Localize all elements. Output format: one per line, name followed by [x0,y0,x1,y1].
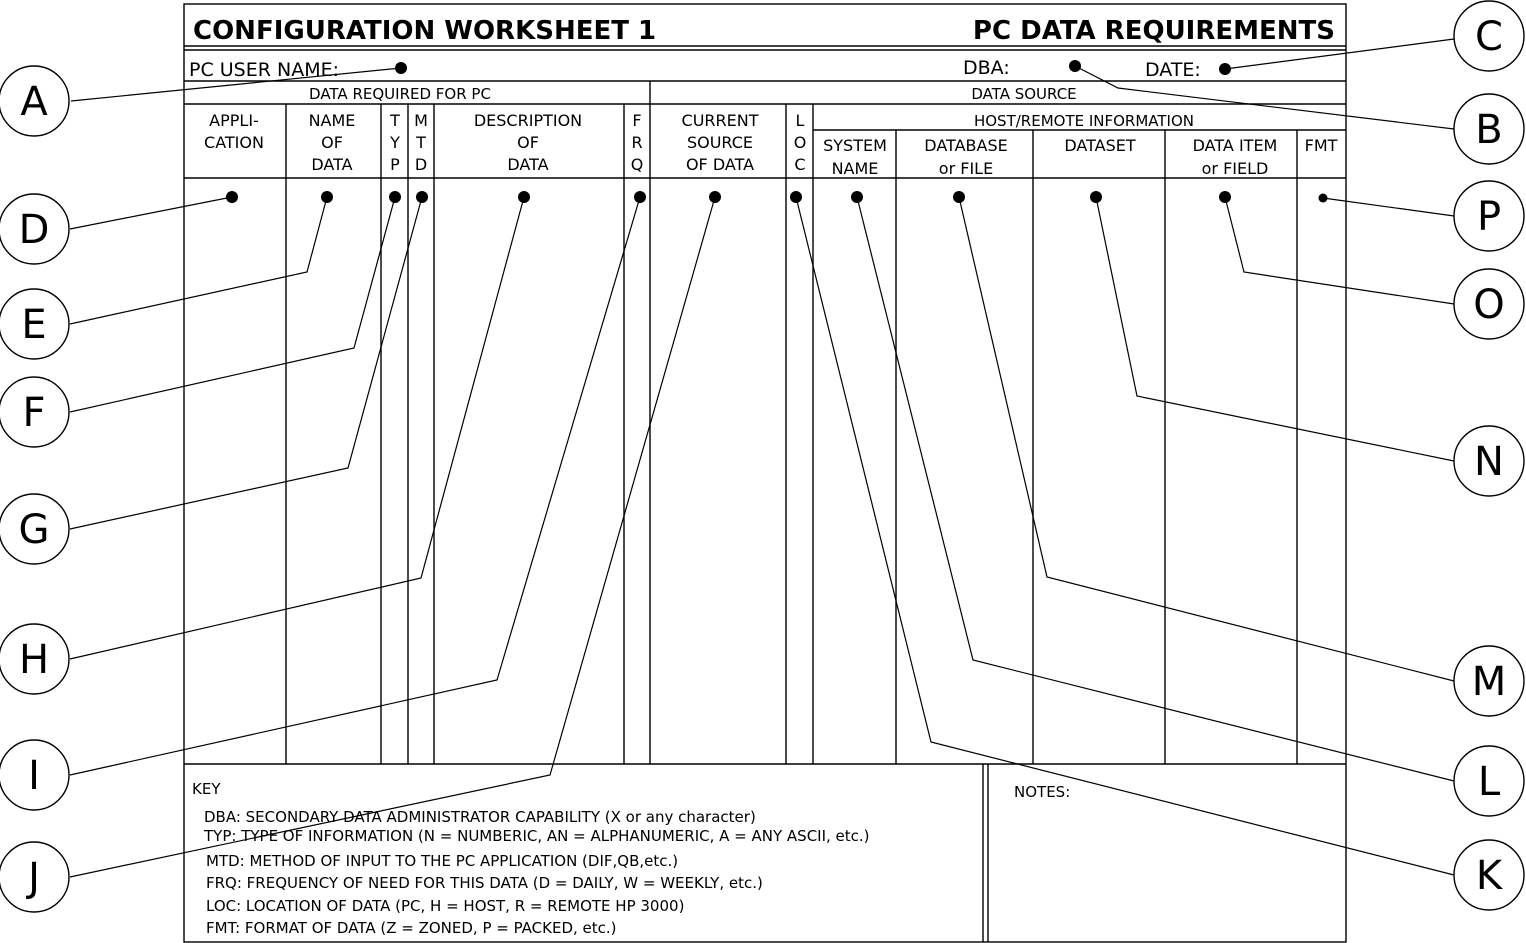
outer-border [184,4,1346,942]
dot-e [321,191,333,203]
leader-l [857,197,1454,781]
callout-d: D [18,207,50,253]
col-mtd-1: M [414,111,428,130]
callout-e: E [21,302,47,348]
col-database-2: or FILE [938,159,994,178]
dot-o [1219,191,1231,203]
callout-n: N [1474,439,1504,485]
leader-n [1096,197,1454,461]
col-typ-3: P [390,155,400,174]
col-typ-2: Y [390,133,400,152]
col-description-2: OF [517,133,539,152]
col-database-1: DATABASE [924,136,1008,155]
col-loc-1: L [795,111,805,130]
col-frq-3: Q [630,155,644,174]
callout-a: A [20,79,48,125]
leader-d [70,197,232,229]
callout-l: L [1477,759,1501,805]
key-line-loc: LOC: LOCATION OF DATA (PC, H = HOST, R = REMOTE HP 3000) [206,897,685,915]
notes-label: NOTES: [1014,783,1071,801]
section-data-source: DATA SOURCE [971,85,1077,103]
callout-k: K [1475,853,1503,899]
col-current-source-1: CURRENT [681,111,759,130]
col-loc-3: C [794,155,806,174]
dba-label: DBA: [963,57,1010,79]
callout-o: O [1473,282,1505,328]
leader-f [70,197,395,412]
date-label: DATE: [1145,59,1201,81]
col-name-3: DATA [311,155,353,174]
col-application-2: CATION [204,133,264,152]
dot-h [518,191,530,203]
callout-f: F [22,390,46,436]
dot-d [226,191,238,203]
dot-n [1090,191,1102,203]
worksheet-grid [184,4,1346,942]
callout-p: P [1476,194,1502,240]
col-fmt-1: FMT [1304,136,1338,155]
col-current-source-3: OF DATA [685,155,755,174]
dot-b [1069,60,1081,72]
dot-g [416,191,428,203]
callout-g: G [18,507,50,553]
col-current-source-2: SOURCE [686,133,754,152]
col-dataset-1: DATASET [1064,136,1136,155]
leader-p [1323,198,1454,216]
section-data-required: DATA REQUIRED FOR PC [309,85,491,103]
col-data-item-2: or FIELD [1201,159,1269,178]
col-frq-2: R [631,133,643,152]
dot-p [1319,194,1328,203]
callout-b: B [1475,107,1503,153]
callout-m: M [1471,659,1507,705]
callout-i: I [28,753,40,799]
callout-j: J [28,855,40,901]
col-system-name-1: SYSTEM [823,136,887,155]
col-application-1: APPLI- [209,111,259,130]
dot-a [395,62,407,74]
leader-j [70,197,715,877]
key-line-typ: TYP: TYPE OF INFORMATION (N = NUMBERIC, AN = ALPHANUMERIC, A = ANY ASCII, etc.) [204,827,870,845]
col-description-3: DATA [507,155,549,174]
leader-e [70,197,327,324]
col-typ-1: T [390,111,400,130]
leader-h [70,197,524,659]
worksheet-title: CONFIGURATION WORKSHEET 1 [193,16,657,46]
callout-h: H [18,637,50,683]
key-title: KEY [192,780,221,798]
leader-k [796,197,1454,875]
col-name-2: OF [321,133,343,152]
key-line-mtd: MTD: METHOD OF INPUT TO THE PC APPLICATION (DIF,QB,etc.) [206,852,679,870]
col-frq-1: F [632,111,642,130]
col-description-1: DESCRIPTION [473,111,583,130]
callout-c: C [1475,14,1503,60]
dot-c [1219,63,1231,75]
col-name-1: NAME [308,111,356,130]
dot-j [709,191,721,203]
dot-m [953,191,965,203]
worksheet-subtitle: PC DATA REQUIREMENTS [972,16,1335,46]
dot-f [389,191,401,203]
key-line-frq: FRQ: FREQUENCY OF NEED FOR THIS DATA (D = DAILY, W = WEEKLY, etc.) [206,874,763,892]
col-mtd-2: T [416,133,426,152]
dot-l [851,191,863,203]
dot-k [790,191,802,203]
section-host-remote: HOST/REMOTE INFORMATION [973,112,1195,130]
key-section [192,780,870,937]
leader-i [70,197,640,775]
col-mtd-3: D [414,155,428,174]
key-line-fmt: FMT: FORMAT OF DATA (Z = ZONED, P = PACKED, etc.) [206,919,617,937]
col-data-item-1: DATA ITEM [1192,136,1278,155]
dot-i [634,191,646,203]
pc-user-name-label: PC USER NAME: [189,59,339,81]
key-line-dba: DBA: SECONDARY DATA ADMINISTRATOR CAPABILITY (X or any character) [204,808,756,826]
leader-g [70,197,422,529]
col-loc-2: O [793,133,807,152]
col-system-name-2: NAME [831,159,879,178]
leader-o [1225,197,1454,304]
